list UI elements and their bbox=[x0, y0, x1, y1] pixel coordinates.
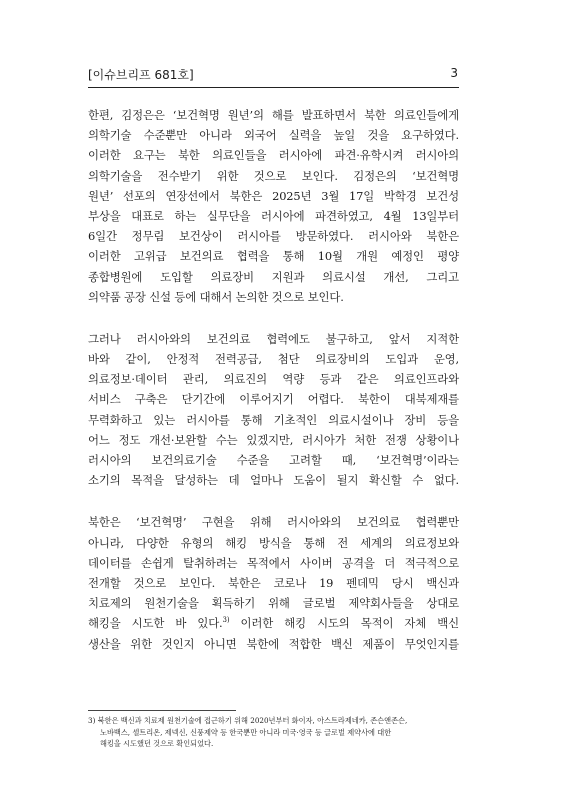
issue-brief-title: [이슈브리프 681호] bbox=[88, 68, 194, 82]
text-line: 치료제의 원천기술을 획득하기 위해 글로벌 제약회사들을 상대로 bbox=[88, 596, 459, 611]
footnote-line: 해킹을 시도했던 것으로 확인되었다. bbox=[100, 739, 214, 748]
paragraph-2 bbox=[88, 329, 459, 491]
text-line: 어느 정도 개선·보완할 수는 있겠지만, 러시아가 처한 전쟁 상황이나 bbox=[88, 432, 459, 447]
text-line: 의약품 공장 신설 등에 대해서 논의한 것으로 보인다. bbox=[88, 289, 344, 304]
text-line: 의학기술 수준뿐만 아니라 외국어 실력을 높일 것을 요구하였다. bbox=[88, 128, 459, 143]
footnote-line bbox=[88, 715, 459, 727]
text-line: 북한은 ‘보건혁명’ 구현을 위해 러시아와의 보건의료 협력뿐만 bbox=[88, 515, 459, 530]
text-fragment: 이러한 해킹 시도의 목적이 자체 백신 bbox=[229, 616, 459, 631]
text-line: 아니라, 다양한 유형의 해킹 방식을 통해 전 세계의 의료정보와 bbox=[88, 535, 459, 550]
text-line: 생산을 위한 것인지 아니면 북한에 적합한 백신 제품이 무엇인지를 bbox=[88, 636, 459, 651]
footnote-marker: 3) bbox=[88, 716, 96, 725]
text-line: 이러한 요구는 북한 의료인들을 러시아에 파견·유학시켜 러시아의 bbox=[88, 148, 459, 163]
body-text bbox=[88, 105, 459, 676]
header-rule bbox=[88, 87, 459, 88]
text-line: 의료정보·데이터 관리, 의료진의 역량 등과 같은 의료인프라와 bbox=[88, 372, 459, 387]
text-line: 소기의 목적을 달성하는 데 얼마나 도움이 될지 확신할 수 없다. bbox=[88, 473, 459, 488]
text-line: 서비스 구축은 단기간에 이루어지기 어렵다. 북한이 대북제재를 bbox=[88, 392, 459, 407]
text-line: 6일간 정무림 보건상이 러시아를 방문하였다. 러시아와 북한은 bbox=[88, 229, 459, 244]
text-line: 데이터를 손쉽게 탈취하려는 목적에서 사이버 공격을 더 적극적으로 bbox=[88, 555, 459, 570]
text-line: 원년’ 선포의 연장선에서 북한은 2025년 3월 17일 박학경 보건성 bbox=[88, 188, 459, 203]
text-line: 전개할 것으로 보인다. 북한은 코로나 19 펜데믹 당시 백신과 bbox=[88, 575, 459, 590]
text-line: 부상을 대표로 하는 실무단을 러시아에 파견하였고, 4월 13일부터 bbox=[88, 208, 459, 223]
text-line: 한편, 김정은은 ‘보건혁명 원년’의 해를 발표하면서 북한 의료인들에게 bbox=[88, 108, 459, 122]
footnotes bbox=[88, 715, 459, 750]
text-line: 바와 같이, 안정적 전력공급, 첨단 의료장비의 도입과 운영, bbox=[88, 352, 459, 367]
text-line: 무력화하고 있는 러시아를 통해 기초적인 의료시설이나 장비 등을 bbox=[88, 412, 459, 427]
text-line: 종합병원에 도입할 의료장비 지원과 의료시설 개선, 그리고 bbox=[88, 269, 459, 284]
paragraph-1 bbox=[88, 105, 459, 307]
running-header bbox=[88, 66, 458, 86]
text-fragment: 해킹을 시도한 바 있다. bbox=[88, 616, 223, 631]
text-line: 그러나 러시아와의 보건의료 협력에도 불구하고, 앞서 지적한 bbox=[88, 331, 459, 346]
page-number: 3 bbox=[450, 66, 458, 80]
footnote-separator bbox=[88, 710, 236, 711]
text-line: 의학기술을 전수받기 위한 것으로 보인다. 김정은의 ‘보건혁명 bbox=[88, 168, 459, 183]
footnote-ref[interactable]: 3) bbox=[222, 616, 230, 625]
text-line-with-footnote bbox=[88, 613, 459, 633]
text-line: 러시아의 보건의료기술 수준을 고려할 때, ‘보건혁명’이라는 bbox=[88, 453, 459, 467]
paragraph-3 bbox=[88, 512, 459, 653]
footnote-text: 북한은 백신과 치료제 원천기술에 접근하기 위해 2020년부터 화이자, 아스트라제네카, 존슨앤존슨, bbox=[97, 716, 408, 725]
text-line: 이러한 고위급 보건의료 협력을 통해 10월 개원 예정인 평양 bbox=[88, 249, 459, 264]
footnote-line: 노바백스, 셀트리온, 제넥신, 신풍제약 등 한국뿐만 아니라 미국·영국 등 글로벌 제약사에 대한 bbox=[100, 727, 392, 737]
